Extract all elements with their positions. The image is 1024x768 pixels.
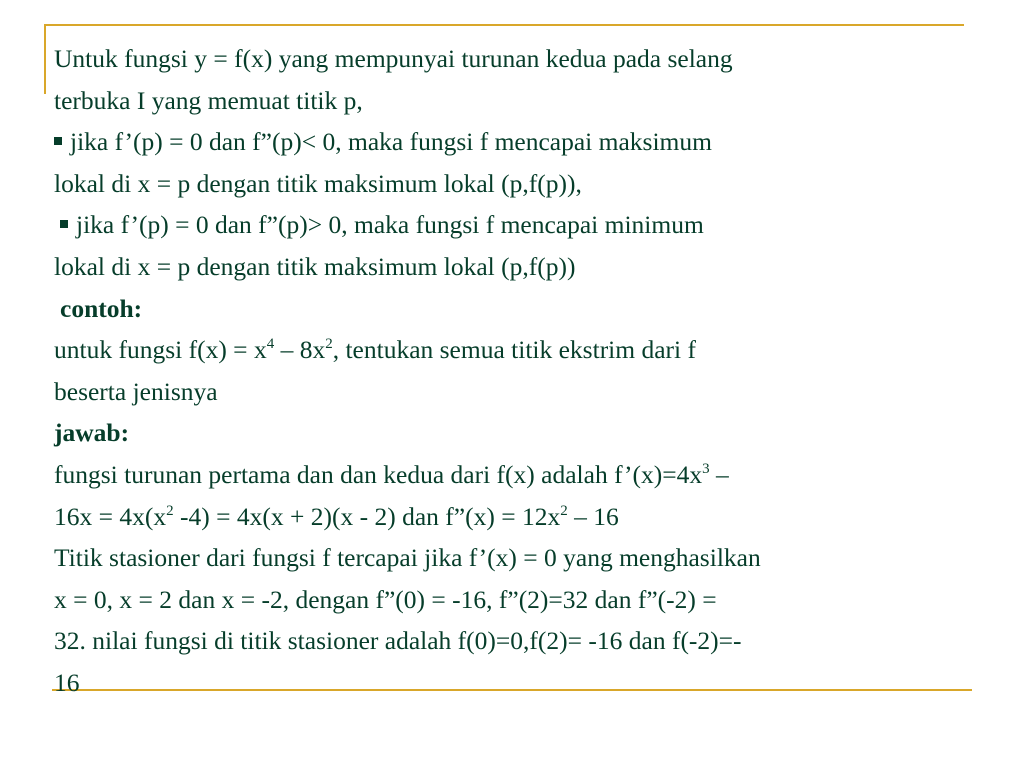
text-line-2 xyxy=(54,80,969,122)
intro-text-1: Untuk fungsi y = f(x) yang mempunyai turunan kedua pada selang xyxy=(54,44,733,73)
top-accent-rule xyxy=(44,24,964,26)
example-text-c: , tentukan semua titik ekstrim dari f xyxy=(332,335,696,365)
example-line-2 xyxy=(54,371,969,413)
answer-heading: jawab: xyxy=(54,418,130,448)
bullet-continuation-minimum: lokal di x = p dengan titik maksimum lokal (p,f(p)) xyxy=(54,251,576,281)
stationary-text-1: Titik stasioner dari fungsi f tercapai jika f’(x) = 0 yang menghasilkan xyxy=(54,543,761,573)
intro-text-2: terbuka I yang memuat titik p, xyxy=(54,85,363,115)
bullet-item-maximum xyxy=(54,121,969,163)
answer-text-a: 16x = 4x(x xyxy=(54,501,167,531)
example-text-a: untuk fungsi f(x) = x xyxy=(54,335,267,365)
example-line-1 xyxy=(54,329,969,371)
answer-text-b: -4) = 4x(x + 2)(x - 2) dan f”(x) = 12x xyxy=(173,501,561,531)
stationary-text-2: x = 0, x = 2 dan x = -2, dengan f”(0) = -16, f”(2)=32 dan f”(-2) = xyxy=(54,584,717,614)
answer-line-4 xyxy=(54,579,969,621)
example-text-continuation: beserta jenisnya xyxy=(54,376,218,406)
example-heading-line xyxy=(54,288,969,330)
stationary-text-4: 16 xyxy=(54,667,80,697)
answer-text-a: fungsi turunan pertama dan dan kedua dari f(x) adalah f’(x)=4x xyxy=(54,459,703,489)
answer-text-b: – xyxy=(709,459,729,489)
bullet-text-minimum: jika f’(p) = 0 dan f”(p)> 0, maka fungsi f mencapai minimum xyxy=(76,210,704,240)
answer-text-c: – 16 xyxy=(567,501,619,531)
text-line-6 xyxy=(54,246,969,288)
answer-line-2 xyxy=(54,496,969,538)
exponent: 2 xyxy=(325,336,333,353)
bullet-text-maximum: jika f’(p) = 0 dan f”(p)< 0, maka fungsi f mencapai maksimum xyxy=(70,127,712,157)
exponent: 3 xyxy=(702,460,710,477)
answer-line-6 xyxy=(54,662,969,704)
answer-heading-line xyxy=(54,412,969,454)
slide-body xyxy=(54,38,969,704)
answer-line-1 xyxy=(54,454,969,496)
square-bullet-icon xyxy=(54,137,62,145)
text-line-1 xyxy=(54,38,969,80)
square-bullet-icon xyxy=(60,220,68,228)
answer-line-5 xyxy=(54,620,969,662)
example-text-b: – 8x xyxy=(274,335,326,365)
exponent: 2 xyxy=(560,502,568,519)
example-heading: contoh: xyxy=(60,293,143,323)
bullet-continuation-maximum: lokal di x = p dengan titik maksimum lokal (p,f(p)), xyxy=(54,168,582,198)
left-accent-rule xyxy=(44,24,46,94)
bullet-item-minimum xyxy=(54,204,969,246)
stationary-text-3: 32. nilai fungsi di titik stasioner adalah f(0)=0,f(2)= -16 dan f(-2)=- xyxy=(54,626,742,656)
answer-line-3 xyxy=(54,537,969,579)
exponent: 2 xyxy=(166,502,174,519)
text-line-4 xyxy=(54,163,969,205)
exponent: 4 xyxy=(266,336,275,353)
